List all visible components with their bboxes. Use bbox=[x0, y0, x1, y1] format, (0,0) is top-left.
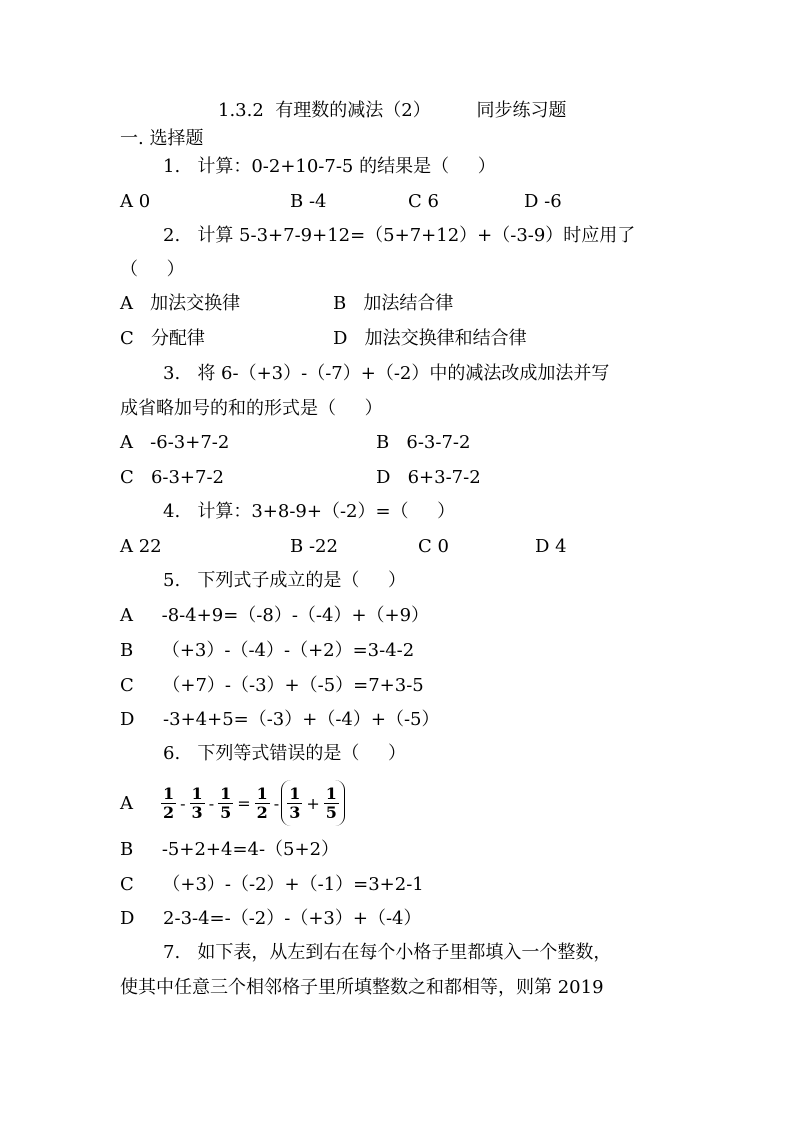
question-3: 3. 将 6-（+3）-（-7）+（-2）中的减法改成加法并写 bbox=[163, 363, 610, 384]
question-1: 1. 计算：0-2+10-7-5 的结果是（ ） bbox=[163, 156, 496, 177]
fraction-fifth: $\frac{1}{5}$ bbox=[220, 783, 232, 822]
fraction-half: $\frac{1}{2}$ bbox=[163, 783, 175, 822]
q1-option-d: D -6 bbox=[524, 191, 562, 212]
q4-option-c: C 0 bbox=[418, 536, 449, 557]
q1-option-a: A 0 bbox=[120, 191, 151, 212]
question-2: 2. 计算 5-3+7-9+12=（5+7+12）+（-3-9）时应用了 bbox=[163, 225, 636, 246]
q2-option-a: A 加法交换律 bbox=[120, 293, 241, 314]
question-7-cont: 使其中任意三个相邻格子里所填整数之和都相等，则第 2019 bbox=[120, 977, 604, 998]
q4-option-a: A 22 bbox=[120, 536, 162, 557]
q3-option-d: D 6+3-7-2 bbox=[376, 467, 481, 488]
q6-option-a: A $\frac{1}{2}$ - $\frac{1}{3}$ - $\frac{1}{5}$ = $\frac{1}{2}$ - $\frac{1}{3}$ + $\frac{1}{5}$ bbox=[120, 778, 345, 828]
question-7: 7. 如下表，从左到右在每个小格子里都填入一个整数， bbox=[163, 942, 612, 963]
parenthesis-group: $\frac{1}{3}$ + $\frac{1}{5}$ bbox=[281, 780, 345, 826]
section-heading: 一. 选择题 bbox=[120, 128, 204, 149]
q1-option-c: C 6 bbox=[408, 191, 439, 212]
q3-option-b: B 6-3-7-2 bbox=[376, 432, 471, 453]
q3-option-a: A -6-3+7-2 bbox=[120, 432, 230, 453]
q1-option-b: B -4 bbox=[290, 191, 327, 212]
q5-option-b: B （+3）-（-4）-（+2）=3-4-2 bbox=[120, 640, 415, 661]
q6-option-b: B -5+2+4=4-（5+2） bbox=[120, 839, 340, 860]
question-2-cont: （ ） bbox=[120, 259, 185, 280]
question-4: 4. 计算：3+8-9+（-2）=（ ） bbox=[163, 501, 456, 522]
q2-option-c: C 分配律 bbox=[120, 328, 205, 349]
q5-option-d: D -3+4+5=（-3）+（-4）+（-5） bbox=[120, 709, 440, 730]
q4-option-d: D 4 bbox=[535, 536, 567, 557]
fraction-third-rhs: $\frac{1}{3}$ bbox=[289, 783, 301, 822]
q6-option-d: D 2-3-4=-（-2）-（+3）+（-4） bbox=[120, 908, 422, 929]
fraction-third: $\frac{1}{3}$ bbox=[191, 783, 203, 822]
q6-option-a-label: A bbox=[120, 792, 133, 814]
question-5: 5. 下列式子成立的是（ ） bbox=[163, 570, 406, 591]
question-3-cont: 成省略加号的和的形式是（ ） bbox=[120, 398, 383, 419]
q5-option-c: C （+7）-（-3）+（-5）=7+3-5 bbox=[120, 675, 424, 696]
q3-option-c: C 6-3+7-2 bbox=[120, 467, 224, 488]
q5-option-a: A -8-4+9=（-8）-（-4）+（+9） bbox=[120, 605, 430, 626]
q2-option-b: B 加法结合律 bbox=[333, 293, 454, 314]
q4-option-b: B -22 bbox=[290, 536, 338, 557]
page-title: 1.3.2 有理数的减法（2） 同步练习题 bbox=[218, 100, 567, 121]
q6-option-c: C （+3）-（-2）+（-1）=3+2-1 bbox=[120, 874, 424, 895]
fraction-half-rhs: $\frac{1}{2}$ bbox=[256, 783, 268, 822]
question-6: 6. 下列等式错误的是（ ） bbox=[163, 743, 406, 764]
q2-option-d: D 加法交换律和结合律 bbox=[333, 328, 527, 349]
fraction-fifth-rhs: $\frac{1}{5}$ bbox=[325, 783, 337, 822]
